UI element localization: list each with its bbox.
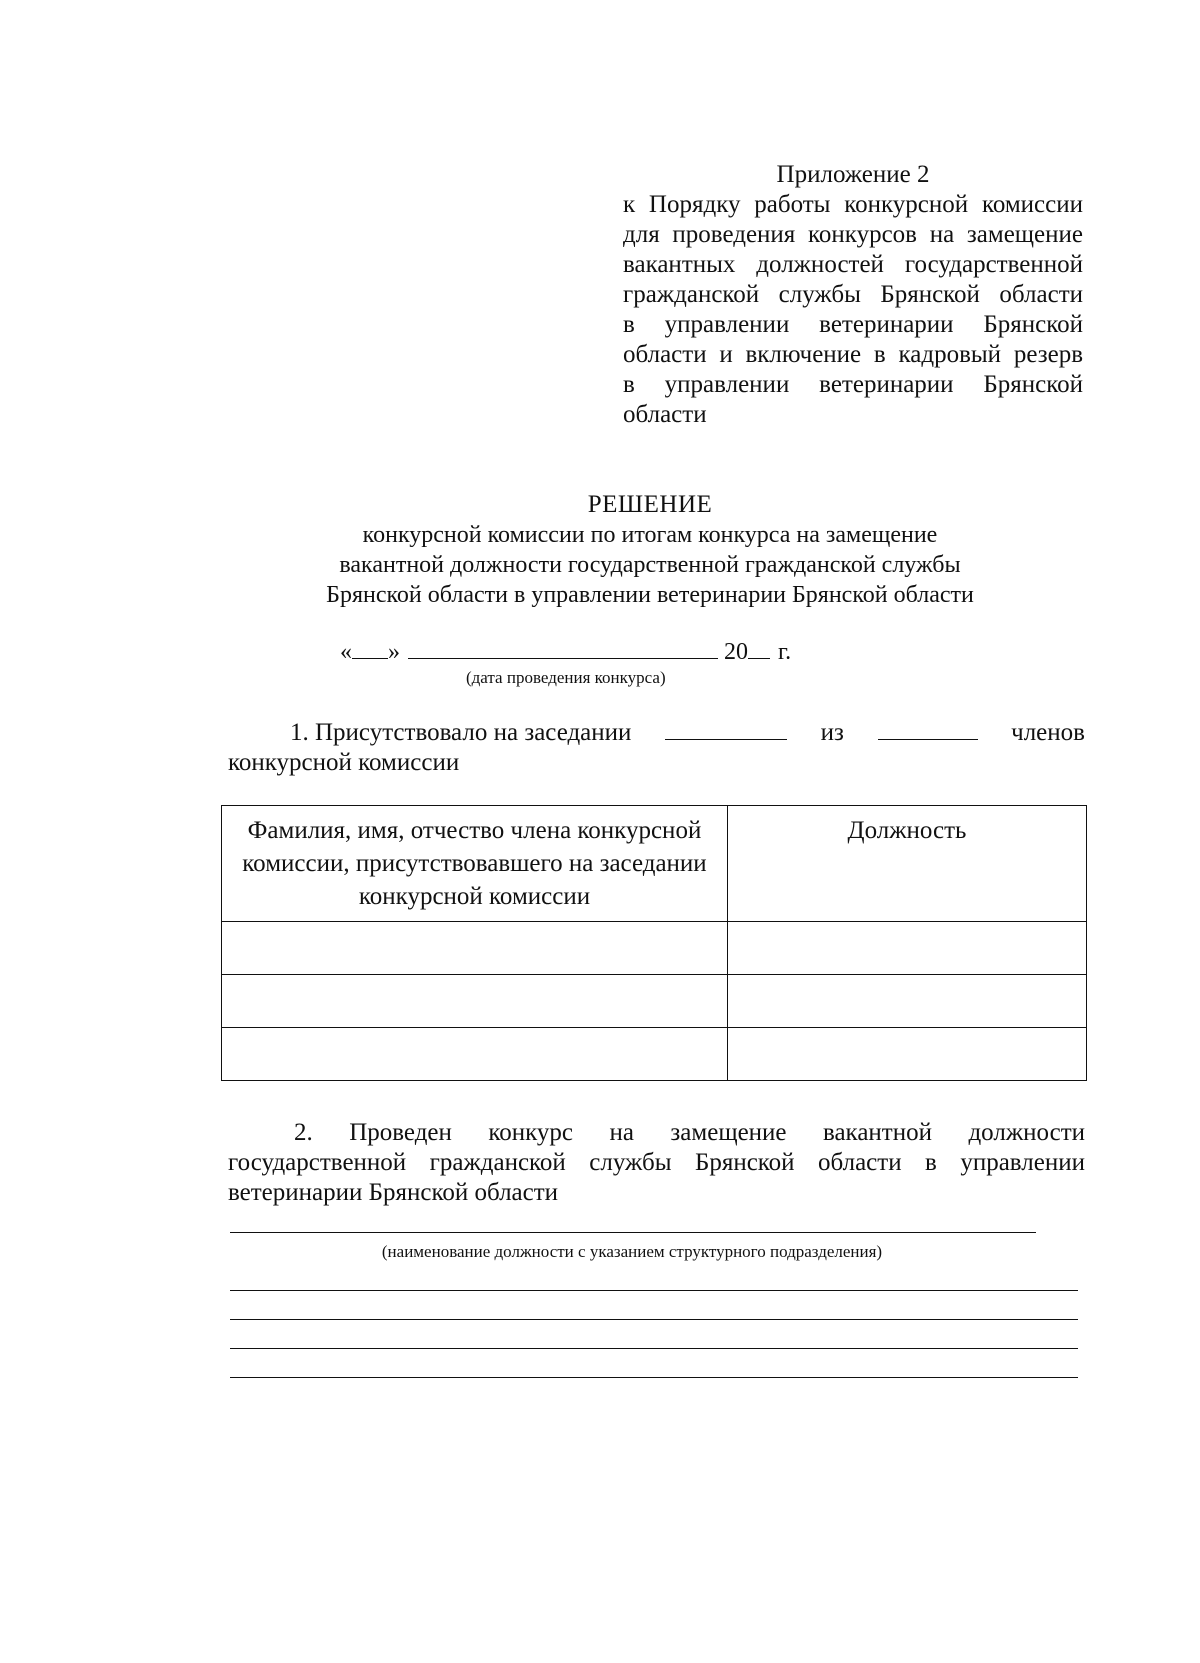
item-2-line: государственной гражданской службы Брянской области в управлении — [228, 1149, 1085, 1176]
date-field-line — [340, 636, 791, 667]
members-table — [221, 805, 1087, 1081]
item-1-from: из — [820, 719, 844, 746]
header-full-name: Фамилия, имя, отчество члена конкурсной комиссии, присутствовавшего на заседании конкурсной комиссии — [222, 806, 728, 922]
fill-line[interactable] — [230, 1319, 1078, 1320]
year-prefix: 20 — [724, 639, 748, 665]
appendix-header — [623, 160, 1083, 430]
table-row — [222, 1028, 1087, 1081]
item-1-first-line — [228, 718, 1085, 748]
table-cell-name[interactable] — [222, 975, 728, 1028]
year-blank[interactable] — [748, 636, 770, 659]
table-cell-position[interactable] — [728, 922, 1087, 975]
position-name-blank[interactable] — [230, 1232, 1036, 1233]
item-1-lead — [290, 718, 631, 748]
date-open-quote: « — [340, 639, 352, 665]
table-cell-name[interactable] — [222, 922, 728, 975]
fill-line[interactable] — [230, 1348, 1078, 1349]
present-count-blank[interactable] — [665, 719, 787, 740]
table-row — [222, 975, 1087, 1028]
total-count-blank[interactable] — [878, 719, 978, 740]
decision-subtitle-line: Брянской области в управлении ветеринарии Брянской области — [326, 582, 974, 608]
header-position: Должность — [728, 806, 1087, 922]
fill-line[interactable] — [230, 1377, 1078, 1378]
month-blank[interactable] — [408, 636, 718, 659]
appendix-line: в управлении ветеринарии Брянской — [623, 311, 1083, 338]
table-cell-name[interactable] — [222, 1028, 728, 1081]
position-caption: (наименование должности с указанием структурного подразделения) — [381, 1242, 883, 1261]
item-2 — [228, 1118, 1085, 1208]
appendix-line: для проведения конкурсов на замещение — [623, 221, 1083, 248]
decision-subtitle-line: конкурсной комиссии по итогам конкурса на замещение — [362, 522, 938, 548]
decision-heading — [240, 490, 1060, 610]
date-caption: (дата проведения конкурса) — [466, 668, 666, 687]
table-cell-position[interactable] — [728, 1028, 1087, 1081]
item-1-second-line: конкурсной комиссии — [228, 749, 460, 776]
appendix-line: области и включение в кадровый резерв — [623, 341, 1083, 368]
appendix-line: области — [623, 401, 707, 428]
day-blank[interactable] — [352, 636, 388, 659]
appendix-title: Приложение 2 — [776, 161, 930, 188]
fill-line[interactable] — [230, 1290, 1078, 1291]
appendix-body — [623, 190, 1083, 430]
item-2-line: 2. Проведен конкурс на замещение вакантной должности — [294, 1119, 1085, 1146]
item-1-number: 1. — [290, 719, 309, 746]
appendix-line: гражданской службы Брянской области — [623, 281, 1083, 308]
table-header-row — [222, 806, 1087, 922]
appendix-line: вакантных должностей государственной — [623, 251, 1083, 278]
decision-title: РЕШЕНИЕ — [587, 491, 713, 518]
item-1-members: членов — [1011, 719, 1085, 746]
table-row — [222, 922, 1087, 975]
item-1-text: Присутствовало на заседании — [315, 719, 632, 746]
appendix-line: к Порядку работы конкурсной комиссии — [623, 191, 1083, 218]
item-2-line: ветеринарии Брянской области — [228, 1179, 559, 1206]
appendix-line: в управлении ветеринарии Брянской — [623, 371, 1083, 398]
item-1 — [228, 718, 1085, 778]
table-cell-position[interactable] — [728, 975, 1087, 1028]
year-suffix: г. — [778, 639, 792, 665]
decision-subtitle-line: вакантной должности государственной гражданской службы — [339, 552, 961, 578]
date-close-quote: » — [388, 639, 400, 665]
